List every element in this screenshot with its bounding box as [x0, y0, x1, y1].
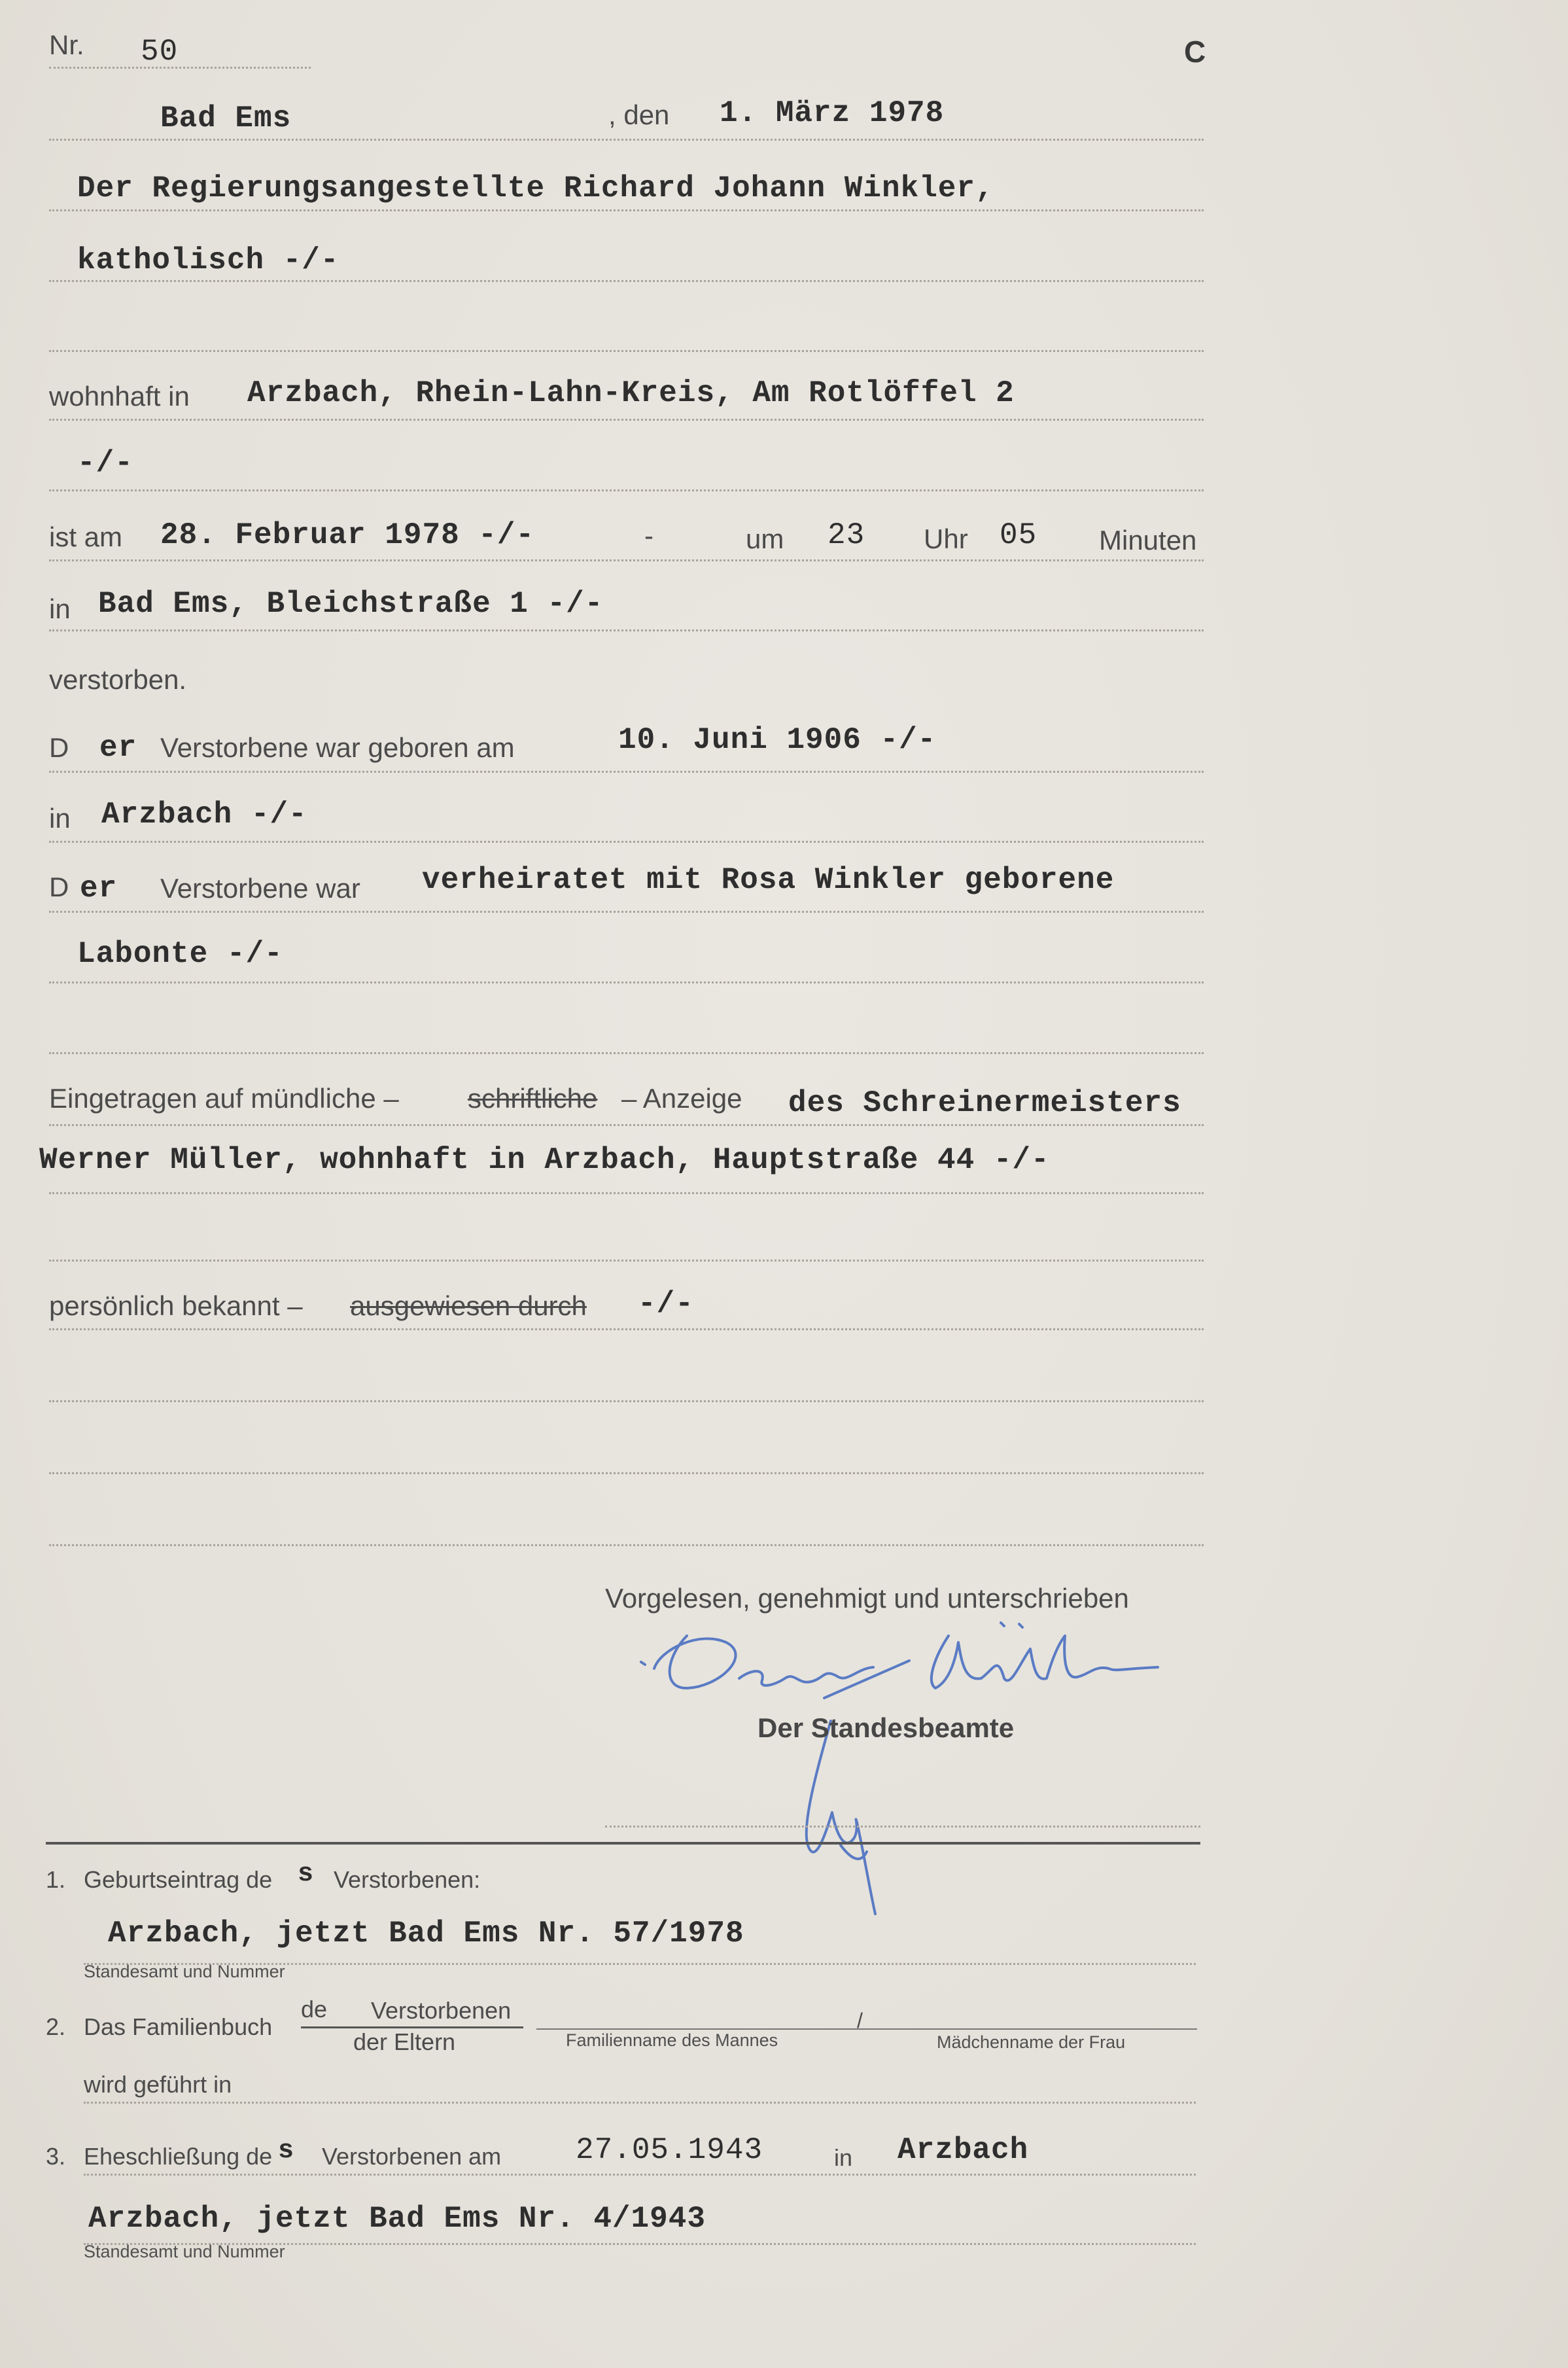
registration-label-1: Eingetragen auf mündliche –	[49, 1083, 399, 1114]
residence-label: wohnhaft in	[49, 381, 190, 412]
death-dash: -	[644, 520, 653, 551]
maedchenname-label: Mädchenname der Frau	[937, 2032, 1126, 2052]
minuten-label: Minuten	[1099, 525, 1197, 556]
death-hour: 23	[828, 518, 865, 552]
birth-place-label: in	[49, 803, 71, 834]
rule	[49, 209, 1204, 211]
rule	[49, 1400, 1204, 1402]
marriage-label-2: Verstorbenen am	[322, 2143, 502, 2170]
death-date: 28. Februar 1978 -/-	[160, 518, 535, 552]
rule	[84, 2174, 1196, 2176]
rule	[49, 629, 1204, 631]
person-line-1: Der Regierungsangestellte Richard Johann Winkler,	[77, 171, 994, 205]
rule	[49, 1544, 1204, 1546]
standesamt-label: Standesamt und Nummer	[84, 1962, 285, 1981]
birth-entry-suffix: s	[298, 1860, 315, 1889]
fraction-bottom: der Eltern	[353, 2028, 456, 2055]
rule	[49, 489, 1204, 491]
residence-continued: -/-	[77, 446, 133, 480]
familienbuch-rule	[536, 2028, 1197, 2030]
identity-value: -/-	[638, 1287, 694, 1321]
birth-date: 10. Juni 1906 -/-	[618, 723, 937, 757]
person-line-2: katholisch -/-	[77, 243, 340, 277]
uhr-label: Uhr	[924, 523, 968, 554]
rule	[49, 1192, 1204, 1194]
marriage-label: Eheschließung de	[84, 2143, 273, 2170]
birth-article: er	[99, 731, 137, 765]
rule	[49, 911, 1204, 913]
rule	[49, 981, 1204, 983]
fraction-top: Verstorbenen	[371, 1997, 512, 2024]
familienbuch-label: Das Familienbuch	[84, 2013, 273, 2040]
birth-entry-value: Arzbach, jetzt Bad Ems Nr. 57/1978	[108, 1917, 744, 1951]
um-label: um	[746, 523, 784, 554]
closing-text: Vorgelesen, genehmigt und unterschrieben	[605, 1583, 1129, 1614]
marital-label: Verstorbene war	[160, 873, 360, 904]
identity-struck: ausgewiesen durch	[350, 1290, 587, 1321]
rule	[49, 1472, 1204, 1474]
marriage-place: Arzbach	[897, 2133, 1029, 2167]
death-place: Bad Ems, Bleichstraße 1 -/-	[98, 587, 604, 621]
rule	[49, 559, 1204, 561]
marriage-date: 27.05.1943	[576, 2133, 763, 2167]
place: Bad Ems	[160, 101, 292, 135]
identity-label: persönlich bekannt –	[49, 1290, 303, 1321]
marital-value-1: verheiratet mit Rosa Winkler geborene	[422, 863, 1115, 897]
rule	[49, 771, 1204, 773]
note-2-number: 2.	[46, 2013, 66, 2040]
fraction-top-prefix: de	[301, 1996, 328, 2023]
residence-value: Arzbach, Rhein-Lahn-Kreis, Am Rotlöffel 2	[247, 376, 1015, 410]
name-separator: /	[857, 2009, 863, 2032]
marital-d-prefix: D	[49, 872, 69, 902]
birth-entry-label-2: Verstorbenen:	[334, 1866, 481, 1893]
nr-rule	[49, 67, 311, 69]
standesamt-label-2: Standesamt und Nummer	[84, 2242, 285, 2261]
rule	[49, 419, 1204, 421]
rule	[49, 280, 1204, 282]
rule	[49, 841, 1204, 843]
marriage-suffix: s	[278, 2136, 295, 2166]
registration-value-2: Werner Müller, wohnhaft in Arzbach, Hauptstraße 44 -/-	[39, 1143, 1050, 1177]
document-date: 1. März 1978	[720, 96, 945, 130]
note-3-number: 3.	[46, 2143, 66, 2170]
birth-entry-label: Geburtseintrag de	[84, 1866, 273, 1893]
birth-label: Verstorbene war geboren am	[160, 732, 515, 763]
nr-label: Nr.	[49, 29, 84, 60]
signature	[628, 1616, 1177, 1917]
verstorben-label: verstorben.	[49, 664, 187, 695]
registration-struck: schriftliche	[468, 1083, 598, 1114]
registration-label-2: – Anzeige	[621, 1083, 742, 1114]
rule	[49, 1260, 1204, 1262]
official-stamp: Der Standesbeamte	[758, 1712, 1015, 1743]
birth-d-prefix: D	[49, 732, 69, 763]
rule	[49, 1124, 1204, 1126]
rule	[49, 139, 1204, 141]
marital-article: er	[80, 872, 118, 906]
rule	[49, 1052, 1204, 1054]
marriage-registry: Arzbach, jetzt Bad Ems Nr. 4/1943	[88, 2202, 706, 2236]
marriage-in-label: in	[834, 2144, 853, 2171]
death-place-label: in	[49, 593, 71, 624]
signature-rule	[605, 1826, 1200, 1828]
section-divider	[46, 1842, 1200, 1845]
marital-value-2: Labonte -/-	[77, 937, 283, 971]
death-date-label: ist am	[49, 521, 123, 552]
rule	[84, 2102, 1196, 2104]
rule	[49, 350, 1204, 352]
den-label: , den	[608, 99, 670, 130]
note-1-number: 1.	[46, 1866, 66, 1893]
gefuehrt-label: wird geführt in	[84, 2071, 232, 2098]
nr-value: 50	[141, 35, 179, 69]
registration-value-1: des Schreinermeisters	[788, 1086, 1181, 1120]
rule	[49, 1328, 1204, 1330]
birth-place: Arzbach -/-	[101, 798, 307, 832]
death-minute: 05	[1000, 518, 1037, 552]
form-letter: C	[1184, 35, 1206, 69]
familienname-label: Familienname des Mannes	[566, 2030, 778, 2050]
